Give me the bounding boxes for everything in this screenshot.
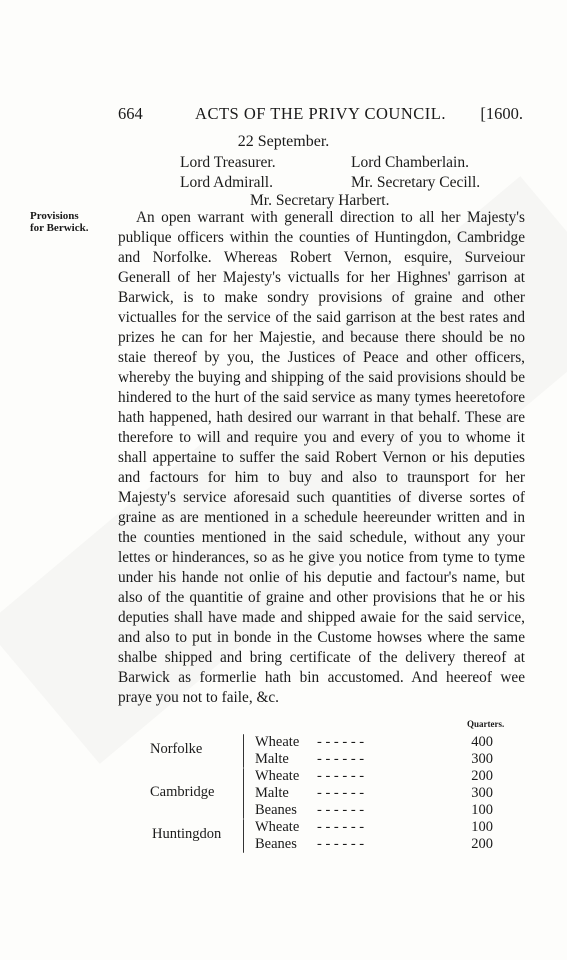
page-number: 664 xyxy=(118,104,143,123)
quarters-value: 200 xyxy=(471,768,493,784)
schedule-row xyxy=(255,836,515,853)
grain-name: Wheate xyxy=(255,734,300,750)
brace xyxy=(243,734,244,768)
leader-dots: - - - - - - xyxy=(317,751,365,767)
leader-dots: - - - - - - xyxy=(317,836,365,852)
leader-dots: - - - - - - xyxy=(317,785,365,801)
entry-date: 22 September. xyxy=(237,133,330,150)
leader-dots: - - - - - - xyxy=(317,768,365,784)
entry-body xyxy=(118,208,525,708)
grain-name: Beanes xyxy=(255,802,297,818)
attendee: Mr. Secretary Cecill. xyxy=(351,174,481,191)
grain-name: Malte xyxy=(255,785,289,801)
grain-name: Malte xyxy=(255,751,289,767)
body-paragraph: An open warrant with generall direction to all her Majesty's publique officers within the counties of Huntingdon, Cambridge and Norfolke. Whereas Robert Vernon, esquire, Surveiour Generall of her Majesty's victualls for her Highnes' garrison at Barwick, is to make sondry provisions of graine and other victualles for the service of the said garrison at the best rates and prizes he can for her Majestie, and because there should be no staie thereof by you, the Justices of Peace and other officers, whereby the buying and shipping of the said provisions should be hindered to the hurt of the said service as many tymes heeretofore hath happened, hath desired our warrant in that behalf. These are therefore to will and require you and every of you to whome it shall appertaine to suffer the said Robert Vernon or his deputies and factours for him to buy and also to traunsport for her Majesty's service aforesaid such quantities of diverse sortes of graine as are mentioned in a schedule heereunder written and in the counties mentioned in the said schedule, without any your lettes or hinderances, so as he give you notice from tyme to tyme under his hande not onlie of his deputie and factour's name, but also of the quantitie of graine and other provisions that he or his deputies shall have made and shipped awaie for the said service, and also to put in bonde in the Custome howses where the same shalbe shipped and bring certificate of the delivery thereof at Barwick as formerlie hath bin accustomed. And heereof wee praye you not to faile, &c. xyxy=(118,209,525,706)
quarters-value: 100 xyxy=(471,802,493,818)
county-label: Cambridge xyxy=(150,784,215,800)
schedule-row xyxy=(255,819,515,836)
schedule-row xyxy=(255,802,515,819)
grain-name: Wheate xyxy=(255,819,300,835)
margin-note xyxy=(30,210,88,234)
quarters-value: 300 xyxy=(471,751,493,767)
county-label: Huntingdon xyxy=(152,826,222,842)
attendee: Lord Treasurer. xyxy=(180,154,276,171)
running-title: ACTS OF THE PRIVY COUNCIL. xyxy=(195,104,446,123)
schedule-row xyxy=(255,785,515,802)
brace xyxy=(243,819,244,853)
leader-dots: - - - - - - xyxy=(317,802,365,818)
grain-name: Beanes xyxy=(255,836,297,852)
quarters-heading: Quarters. xyxy=(467,719,505,729)
attendee: Lord Admirall. xyxy=(180,174,273,191)
attendee: Lord Chamberlain. xyxy=(351,154,469,171)
schedule-row xyxy=(255,751,515,768)
county-label: Norfolke xyxy=(150,741,203,757)
schedule-row xyxy=(255,734,515,751)
leader-dots: - - - - - - xyxy=(317,819,365,835)
quarters-value: 200 xyxy=(471,836,493,852)
page-header xyxy=(118,104,523,126)
attendee: Mr. Secretary Harbert. xyxy=(250,192,390,209)
quarters-value: 300 xyxy=(471,785,493,801)
schedule-row xyxy=(255,768,515,785)
grain-name: Wheate xyxy=(255,768,300,784)
margin-note-line: for Berwick. xyxy=(30,222,89,234)
leader-dots: - - - - - - xyxy=(317,734,365,750)
year-marker: [1600. xyxy=(480,104,523,123)
quarters-value: 400 xyxy=(471,734,493,750)
margin-note-line: Provisions xyxy=(30,210,79,222)
brace xyxy=(243,768,244,819)
quarters-value: 100 xyxy=(471,819,493,835)
